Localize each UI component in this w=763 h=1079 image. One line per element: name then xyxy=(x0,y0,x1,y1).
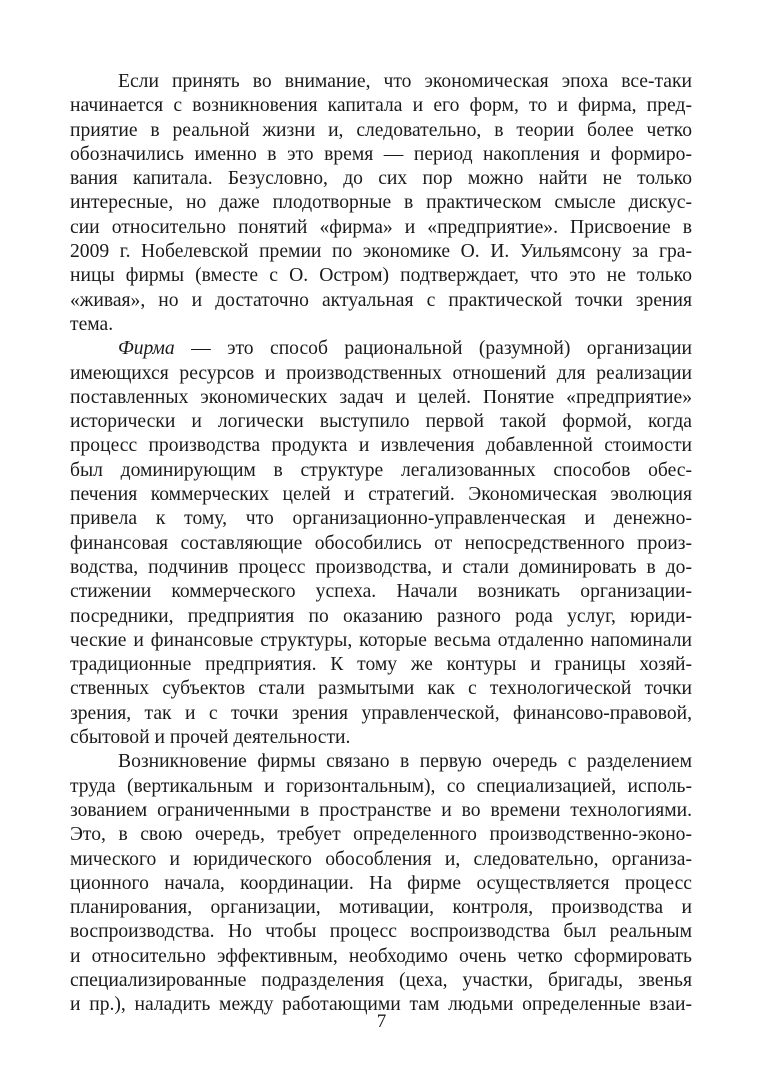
text-line: «живая», но и достаточно актуальная с практической точки зрения xyxy=(70,289,692,311)
text-line: начинается с возникновения капитала и его форм, то и фирма, пред- xyxy=(70,95,692,117)
text-line-first xyxy=(70,337,692,361)
text-line: обозначились именно в это время — период накопления и формиро- xyxy=(70,143,692,165)
text-line: финансовая составляющие обособились от непосредственного произ- xyxy=(70,532,692,554)
text-line: печения коммерческих целей и стратегий. Экономическая эволюция xyxy=(70,484,692,506)
text-line: посредники, предприятия по оказанию разного рода услуг, юриди- xyxy=(70,605,692,627)
text-line: воспроизводства. Но чтобы процесс воспроизводства был реальным xyxy=(70,921,692,943)
text-line: ционного начала, координации. На фирме осуществляется процесс xyxy=(70,872,692,894)
term-firm: Фирма xyxy=(118,338,175,360)
paragraph-firm-definition xyxy=(70,337,692,750)
text-line: сии относительно понятий «фирма» и «предприятие». Присвоение в xyxy=(70,216,692,238)
text-line: поставленных экономических задач и целей. Понятие «предприятие» xyxy=(70,386,692,408)
text-line: Если принять во внимание, что экономическая эпоха все-таки xyxy=(118,71,692,92)
paragraph-firm-origin xyxy=(70,750,692,1017)
text-line: интересные, но даже плодотворные в практическом смысле дискус- xyxy=(70,192,692,214)
text-line: Возникновение фирмы связано в первую очередь с разделением xyxy=(118,751,692,773)
text-line: вания капитала. Безусловно, до сих пор можно найти не только xyxy=(70,168,692,190)
text-line: и пр.), наладить между работающими там людьми определенные взаи- xyxy=(70,994,692,1016)
text-line: мического и юридического обособления и, следовательно, организа- xyxy=(70,848,692,870)
definition-start: — это способ рациональной (разумной) организации xyxy=(174,338,692,360)
text-line: ческие и финансовые структуры, которые весьма отдаленно напоминали xyxy=(70,629,692,651)
text-line: процесс производства продукта и извлечения добавленной стоимости xyxy=(70,435,692,457)
text-line: специализированные подразделения (цеха, участки, бригады, звенья xyxy=(70,969,692,991)
text-line: 2009 г. Нобелевской премии по экономике О. И. Уильямсону за гра- xyxy=(70,241,692,263)
text-line: привела к тому, что организационно-управленческая и денежно- xyxy=(70,508,692,530)
text-line: зованием ограниченными в пространстве и во времени технологиями. xyxy=(70,799,692,821)
text-line: был доминирующим в структуре легализованных способов обес- xyxy=(70,459,692,481)
text-line: и относительно эффективным, необходимо очень четко сформировать xyxy=(70,945,692,967)
text-line: имеющихся ресурсов и производственных отношений для реализации xyxy=(70,362,692,384)
text-line: тема. xyxy=(70,313,114,335)
text-line: ницы фирмы (вместе с О. Остром) подтверждает, что это не только xyxy=(70,265,692,287)
text-line: традиционные предприятия. К тому же контуры и границы хозяй- xyxy=(70,654,692,676)
text-line: зрения, так и с точки зрения управленческой, финансово-правовой, xyxy=(70,702,692,724)
text-line: приятие в реальной жизни и, следовательно, в теории более четко xyxy=(70,119,692,141)
page-number: 7 xyxy=(376,1011,387,1032)
text-line: планирования, организации, мотивации, контроля, производства и xyxy=(70,897,692,919)
text-line: стижении коммерческого успеха. Начали возникать организации- xyxy=(70,581,692,603)
paragraph-economic-epoch xyxy=(70,70,692,337)
page-body xyxy=(70,70,692,1018)
text-line: ственных субъектов стали размытыми как с технологической точки xyxy=(70,678,692,700)
text-line: водства, подчинив процесс производства, и стали доминировать в до- xyxy=(70,556,692,578)
text-line: Это, в свою очередь, требует определенного производственно-эконо- xyxy=(70,824,692,846)
text-line: сбытовой и прочей деятельности. xyxy=(70,727,351,749)
text-line: исторически и логически выступило первой такой формой, когда xyxy=(70,411,692,433)
text-line: труда (вертикальным и горизонтальным), со специализацией, исполь- xyxy=(70,775,692,797)
